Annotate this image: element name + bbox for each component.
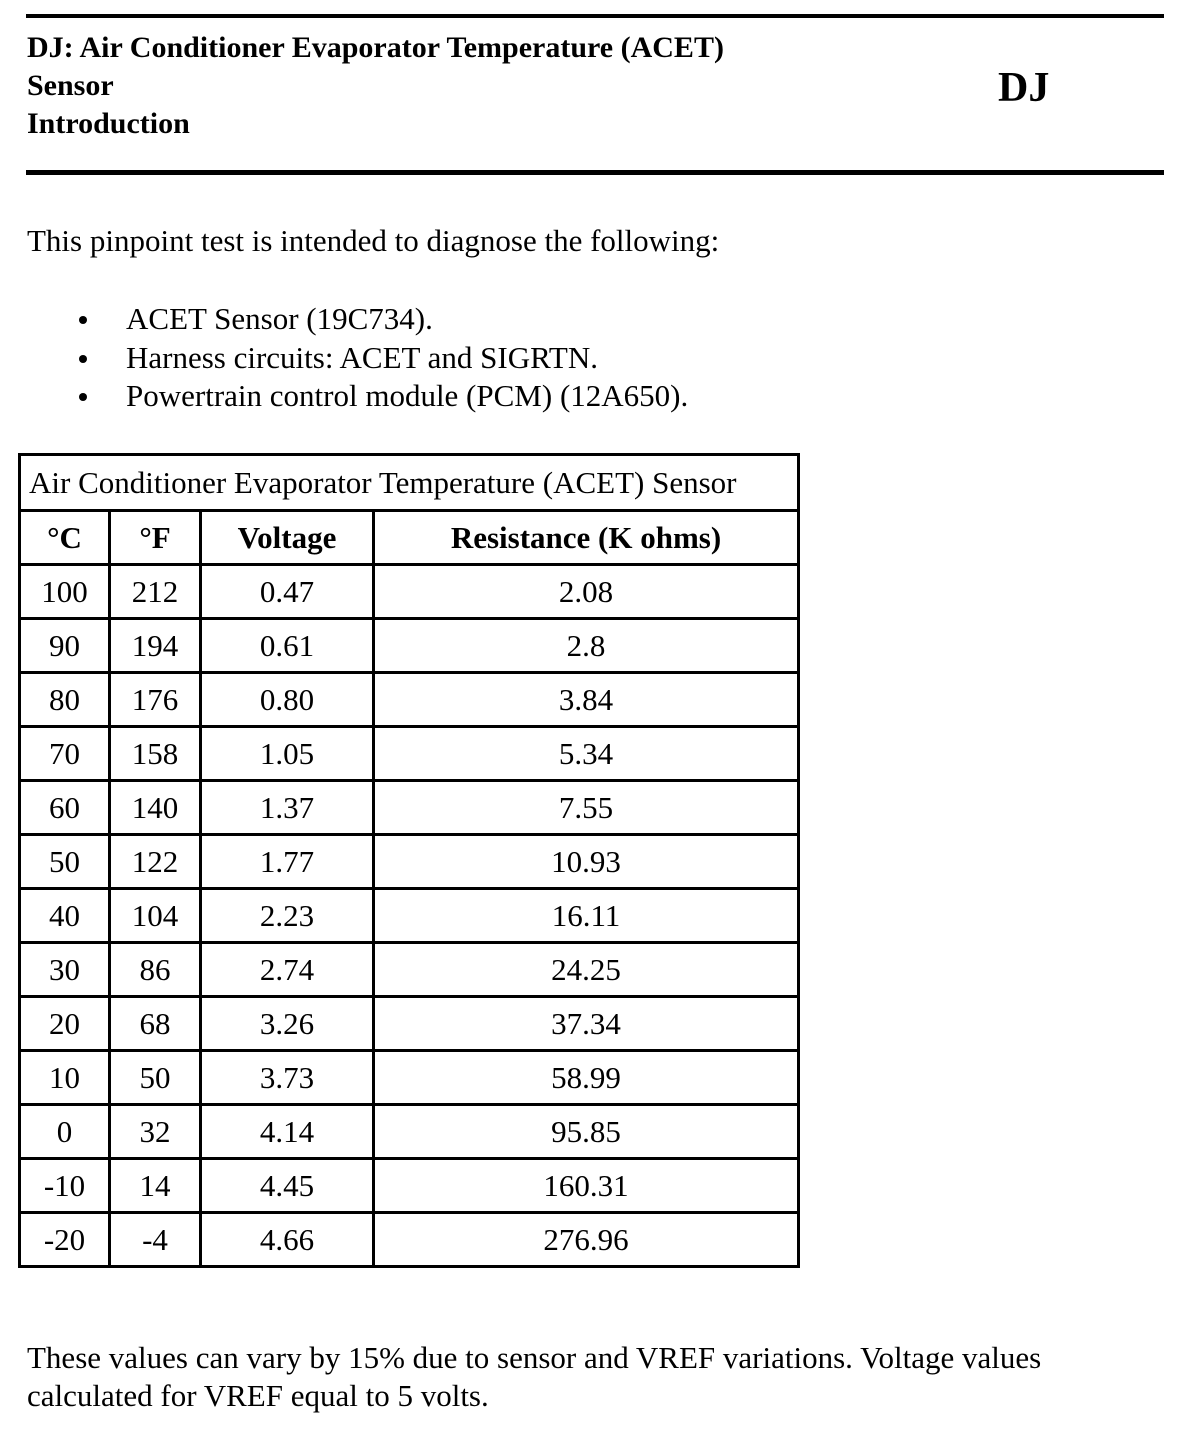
header-rule	[26, 170, 1164, 175]
cell-resistance: 95.85	[374, 1105, 799, 1159]
cell-fahrenheit: 158	[110, 727, 201, 781]
cell-voltage: 2.74	[201, 943, 374, 997]
bullet-icon	[79, 355, 87, 363]
cell-fahrenheit: -4	[110, 1213, 201, 1267]
page-title-line-1: DJ: Air Conditioner Evaporator Temperature (ACET)	[27, 31, 724, 64]
cell-voltage: 2.23	[201, 889, 374, 943]
list-item-text: Powertrain control module (PCM) (12A650).	[126, 378, 689, 413]
cell-resistance: 16.11	[374, 889, 799, 943]
cell-voltage: 0.47	[201, 565, 374, 619]
page-title-line-3: Introduction	[27, 107, 190, 140]
cell-resistance: 10.93	[374, 835, 799, 889]
cell-fahrenheit: 68	[110, 997, 201, 1051]
intro-text: This pinpoint test is intended to diagnose the following:	[27, 223, 720, 258]
table-row	[20, 1051, 799, 1105]
cell-fahrenheit: 212	[110, 565, 201, 619]
column-header-voltage: Voltage	[201, 511, 374, 565]
list-item-text: ACET Sensor (19C734).	[126, 301, 433, 336]
cell-celsius: 50	[20, 835, 110, 889]
table-row	[20, 619, 799, 673]
table-row	[20, 889, 799, 943]
table-caption: Air Conditioner Evaporator Temperature (ACET) Sensor	[20, 455, 799, 511]
cell-voltage: 4.45	[201, 1159, 374, 1213]
bullet-icon	[79, 393, 87, 401]
cell-voltage: 1.77	[201, 835, 374, 889]
table-row	[20, 781, 799, 835]
cell-resistance: 58.99	[374, 1051, 799, 1105]
cell-celsius: 70	[20, 727, 110, 781]
acet-sensor-table	[18, 453, 800, 1268]
table-row	[20, 943, 799, 997]
page-title	[27, 29, 724, 143]
cell-voltage: 0.61	[201, 619, 374, 673]
cell-resistance: 276.96	[374, 1213, 799, 1267]
column-header-resistance: Resistance (K ohms)	[374, 511, 799, 565]
cell-fahrenheit: 50	[110, 1051, 201, 1105]
section-code: DJ	[998, 65, 1050, 111]
cell-resistance: 2.8	[374, 619, 799, 673]
table-row	[20, 1159, 799, 1213]
table-row	[20, 727, 799, 781]
bullet-icon	[79, 316, 87, 324]
cell-fahrenheit: 104	[110, 889, 201, 943]
cell-celsius: 0	[20, 1105, 110, 1159]
table-row	[20, 673, 799, 727]
cell-celsius: 80	[20, 673, 110, 727]
cell-voltage: 3.73	[201, 1051, 374, 1105]
cell-celsius: -10	[20, 1159, 110, 1213]
table-row	[20, 997, 799, 1051]
cell-fahrenheit: 14	[110, 1159, 201, 1213]
cell-voltage: 1.37	[201, 781, 374, 835]
cell-fahrenheit: 140	[110, 781, 201, 835]
cell-resistance: 37.34	[374, 997, 799, 1051]
cell-voltage: 1.05	[201, 727, 374, 781]
cell-resistance: 24.25	[374, 943, 799, 997]
column-header-celsius: °C	[20, 511, 110, 565]
top-rule	[26, 14, 1164, 18]
cell-voltage: 4.66	[201, 1213, 374, 1267]
table-row	[20, 835, 799, 889]
cell-voltage: 3.26	[201, 997, 374, 1051]
cell-voltage: 4.14	[201, 1105, 374, 1159]
cell-fahrenheit: 86	[110, 943, 201, 997]
cell-resistance: 7.55	[374, 781, 799, 835]
cell-celsius: 30	[20, 943, 110, 997]
table-row	[20, 1213, 799, 1267]
footnote: These values can vary by 15% due to sensor and VREF variations. Voltage values calculated for VREF equal to 5 volts.	[27, 1340, 1042, 1413]
cell-resistance: 2.08	[374, 565, 799, 619]
cell-resistance: 160.31	[374, 1159, 799, 1213]
cell-celsius: 60	[20, 781, 110, 835]
cell-fahrenheit: 194	[110, 619, 201, 673]
cell-celsius: -20	[20, 1213, 110, 1267]
cell-celsius: 90	[20, 619, 110, 673]
cell-celsius: 40	[20, 889, 110, 943]
table-row	[20, 1105, 799, 1159]
cell-voltage: 0.80	[201, 673, 374, 727]
page-title-line-2: Sensor	[27, 69, 114, 102]
cell-fahrenheit: 122	[110, 835, 201, 889]
cell-fahrenheit: 176	[110, 673, 201, 727]
table-row	[20, 565, 799, 619]
cell-fahrenheit: 32	[110, 1105, 201, 1159]
column-header-fahrenheit: °F	[110, 511, 201, 565]
cell-celsius: 10	[20, 1051, 110, 1105]
cell-celsius: 20	[20, 997, 110, 1051]
list-item-text: Harness circuits: ACET and SIGRTN.	[126, 339, 598, 375]
cell-resistance: 3.84	[374, 673, 799, 727]
cell-celsius: 100	[20, 565, 110, 619]
cell-resistance: 5.34	[374, 727, 799, 781]
